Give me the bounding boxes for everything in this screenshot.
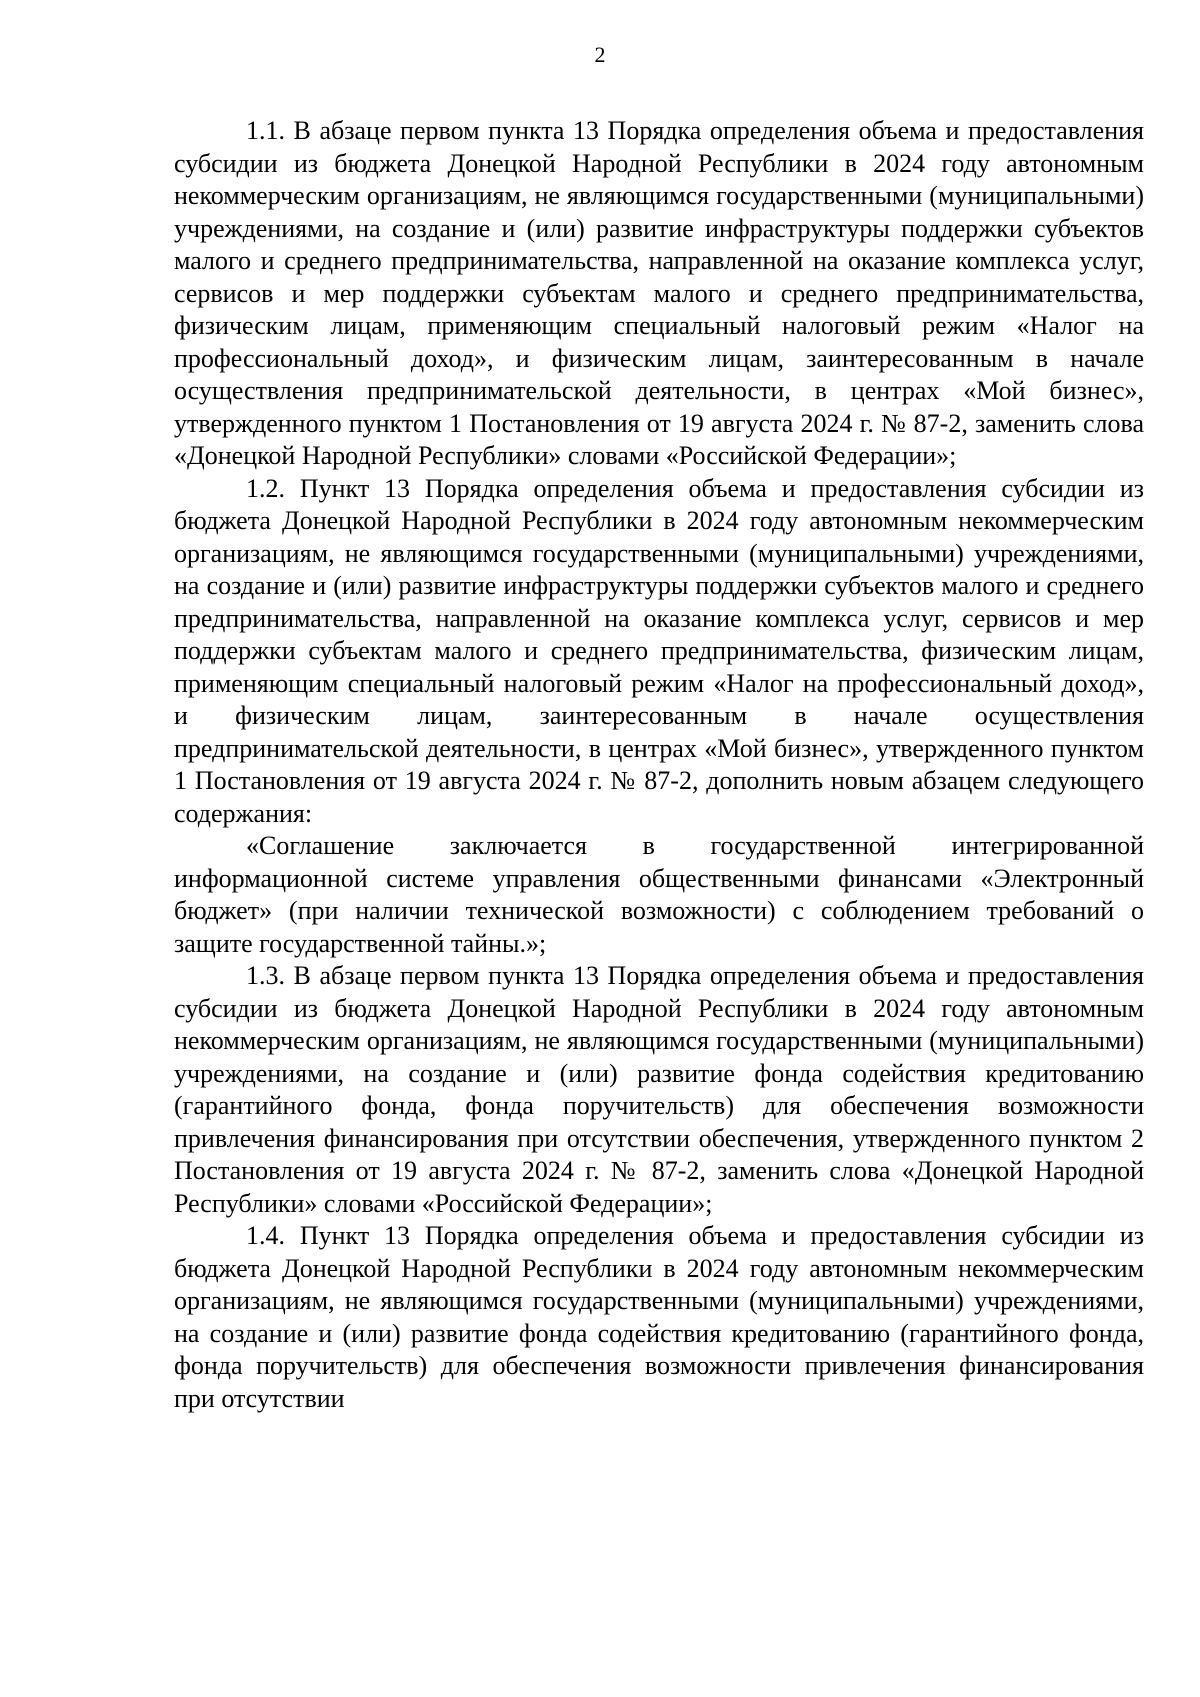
quoted-paragraph: «Соглашение заключается в государственной интегрированной информационной системе управления общественными финансами «Электронный бюджет» (при наличии технической возможности) с соблюдением требований о защите государственной тайны.»; <box>174 831 1144 958</box>
page-number: 2 <box>594 42 606 67</box>
paragraph-1-3: 1.3. В абзаце первом пункта 13 Порядка определения объема и предоставления субсидии из бюджета Донецкой Народной Республики в 2024 году автономным некоммерческим организациям, не являющимся государственными (муниципальными) учреждениями, на создание и (или) развитие фонда содействия кредитованию (гарантийного фонда, фонда поручительств) для обеспечения возможности привлечения финансирования при отсутствии обеспечения, утвержденного пунктом 2 Постановления от 19 августа 2024 г. № 87-2, заменить слова «Донецкой Народной Республики» словами «Российской Федерации»; <box>174 961 1144 1218</box>
paragraph-1-4: 1.4. Пункт 13 Порядка определения объема и предоставления субсидии из бюджета Донецкой Народной Республики в 2024 году автономным некоммерческим организациям, не являющимся государственными (муниципальными) учреждениями, на создание и (или) развитие фонда содействия кредитованию (гарантийного фонда, фонда поручительств) для обеспечения возможности привлечения финансирования при отсутствии <box>174 1221 1144 1413</box>
paragraph-1-1: 1.1. В абзаце первом пункта 13 Порядка определения объема и предоставления субсидии из бюджета Донецкой Народной Республики в 2024 году автономным некоммерческим организациям, не являющимся государственными (муниципальными) учреждениями, на создание и (или) развитие инфраструктуры поддержки субъектов малого и среднего предпринимательства, направленной на оказание комплекса услуг, сервисов и мер поддержки субъектам малого и среднего предпринимательства, физическим лицам, применяющим специальный налоговый режим «Налог на профессиональный доход», и физическим лицам, заинтересованным в начале осуществления предпринимательской деятельности, в центрах «Мой бизнес», утвержденного пунктом 1 Постановления от 19 августа 2024 г. № 87-2, заменить слова «Донецкой Народной Республики» словами «Российской Федерации»; <box>174 116 1144 470</box>
paragraph-1-2: 1.2. Пункт 13 Порядка определения объема и предоставления субсидии из бюджета Донецкой Народной Республики в 2024 году автономным некоммерческим организациям, не являющимся государственными (муниципальными) учреждениями, на создание и (или) развитие инфраструктуры поддержки субъектов малого и среднего предпринимательства, направленной на оказание комплекса услуг, сервисов и мер поддержки субъектам малого и среднего предпринимательства, физическим лицам, применяющим специальный налоговый режим «Налог на профессиональный доход», и физическим лицам, заинтересованным в начале осуществления предпринимательской деятельности, в центрах «Мой бизнес», утвержденного пунктом 1 Постановления от 19 августа 2024 г. № 87-2, дополнить новым абзацем следующего содержания: <box>174 473 1144 828</box>
document-body <box>174 115 1144 1415</box>
